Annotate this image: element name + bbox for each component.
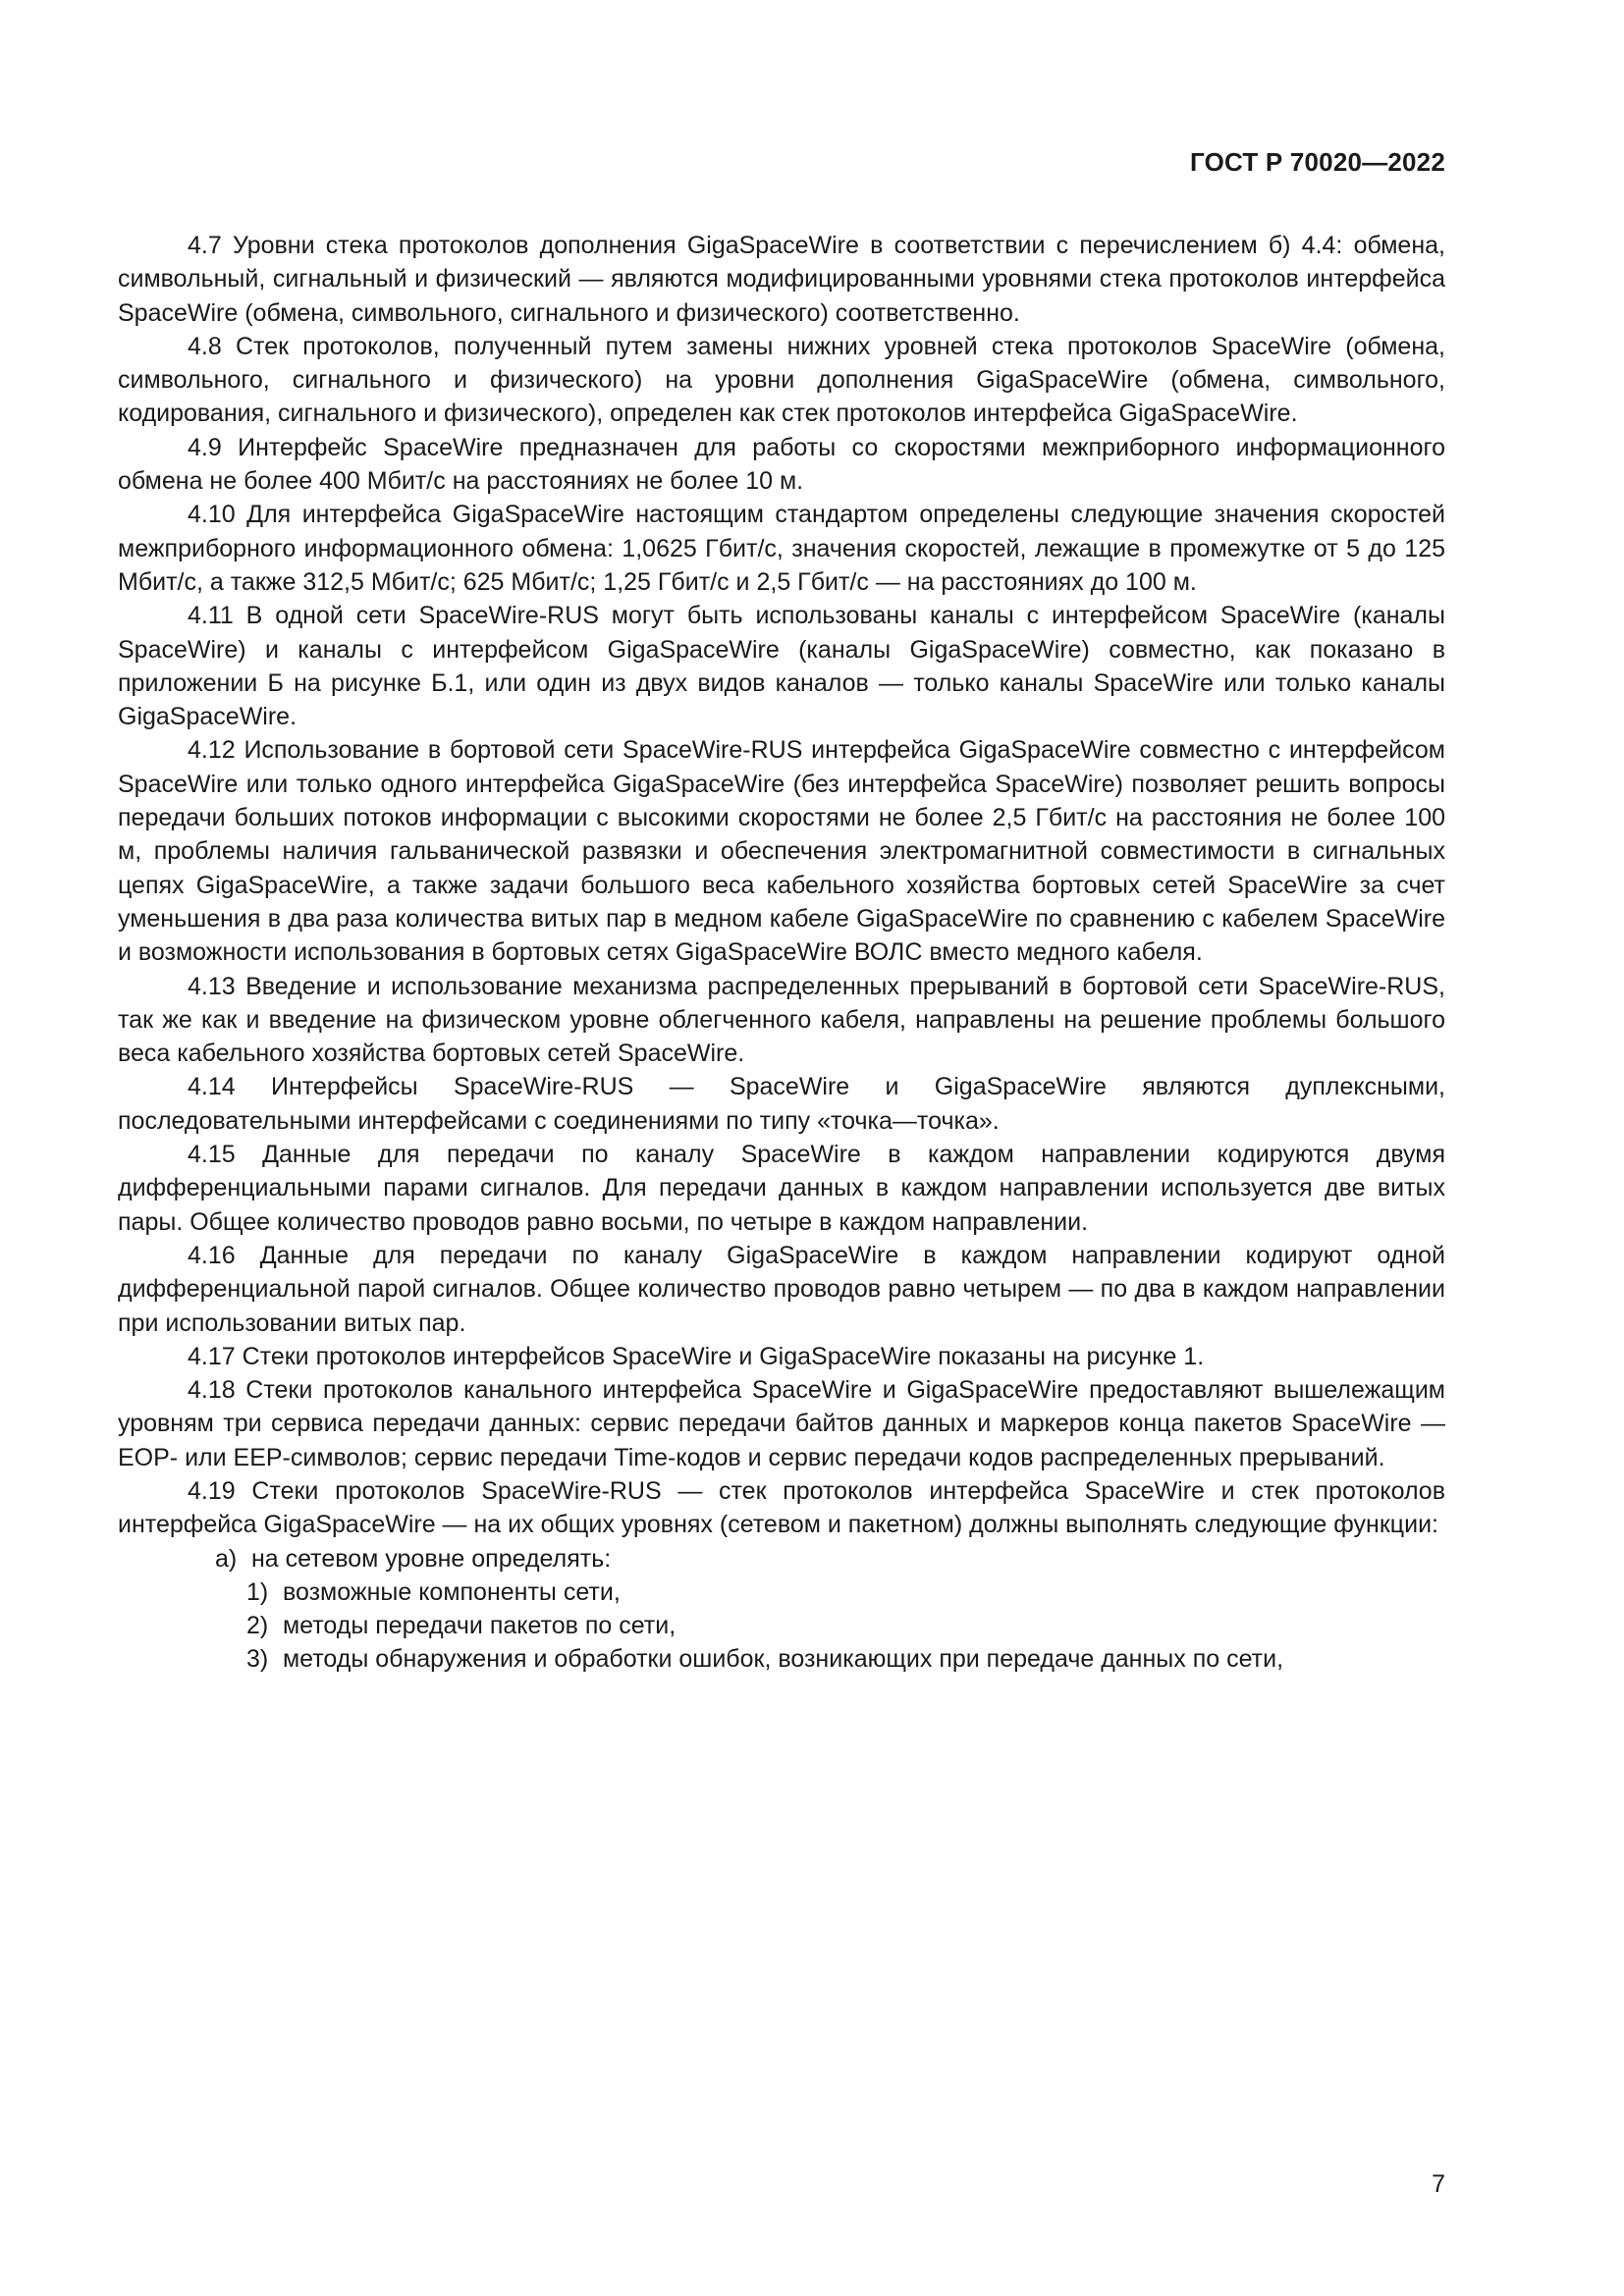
paragraph-4-11: 4.11 В одной сети SpaceWire-RUS могут быть использованы каналы с интерфейсом SpaceWire (каналы SpaceWire) и каналы с интерфейсом GigaSpaceWire (каналы GigaSpaceWire) совместно, как показано в приложении Б на рисунке Б.1, или один из двух видов каналов — только каналы SpaceWire или только каналы GigaSpaceWire.	[118, 602, 1445, 731]
list-marker: а)	[215, 1544, 238, 1573]
paragraph-4-15: 4.15 Данные для передачи по каналу SpaceWire в каждом направлении кодируются двумя дифференциальными парами сигналов. Для передачи данных в каждом направлении используется две витых пары. Общее количество проводов равно восьми, по четыре в каждом направлении.	[118, 1141, 1445, 1236]
paragraph-4-9: 4.9 Интерфейс SpaceWire предназначен для работы со скоростями межприборного информационного обмена не более 400 Мбит/с на расстояниях не более 10 м.	[118, 433, 1445, 496]
list-item-1	[118, 1575, 1445, 1609]
page-number: 7	[1432, 2170, 1445, 2198]
list-marker: 2)	[246, 1612, 269, 1640]
paragraph-4-17: 4.17 Стеки протоколов интерфейсов SpaceWire и GigaSpaceWire показаны на рисунке 1.	[188, 1342, 1205, 1370]
document-body	[118, 229, 1445, 1677]
list-item-text: методы передачи пакетов по сети,	[282, 1612, 677, 1640]
paragraph-4-7: 4.7 Уровни стека протоколов дополнения GigaSpaceWire в соответствии с перечислением б) 4.4: обмена, символьный, сигнальный и физический — являются модифицированными уровнями стека протоколов интерфейса SpaceWire (обмена, символьного, сигнального и физического) соответственно.	[118, 232, 1445, 327]
paragraph-4-19: 4.19 Стеки протоколов SpaceWire-RUS — стек протоколов интерфейса SpaceWire и стек протоколов интерфейса GigaSpaceWire — на их общих уровнях (сетевом и пакетном) должны выполнять следующие функции:	[118, 1476, 1445, 1539]
paragraph-4-14: 4.14 Интерфейсы SpaceWire-RUS — SpaceWire и GigaSpaceWire являются дуплексными, последовательными интерфейсами с соединениями по типу «точка—точка».	[118, 1073, 1445, 1135]
list-item-text: возможные компоненты сети,	[282, 1577, 621, 1606]
list-marker: 1)	[246, 1577, 269, 1606]
paragraph-4-10: 4.10 Для интерфейса GigaSpaceWire настоящим стандартом определены следующие значения скоростей межприборного информационного обмена: 1,0625 Гбит/с, значения скоростей, лежащие в промежутке от 5 до 125 Мбит/с, а также 312,5 Мбит/с; 625 Мбит/с; 1,25 Гбит/с и 2,5 Гбит/с — на расстояниях до 100 м.	[118, 501, 1445, 596]
paragraph-4-16: 4.16 Данные для передачи по каналу GigaSpaceWire в каждом направлении кодируют одной дифференциальной парой сигналов. Общее количество проводов равно четырем — по два в каждом направлении при использовании витых пар.	[118, 1241, 1445, 1337]
list-item-a	[118, 1542, 1445, 1575]
list-item-3	[118, 1642, 1445, 1676]
paragraph-4-12: 4.12 Использование в бортовой сети SpaceWire-RUS интерфейса GigaSpaceWire совместно с интерфейсом SpaceWire или только одного интерфейса GigaSpaceWire (без интерфейса SpaceWire) позволяет решить вопросы передачи больших потоков информации с высокими скоростями не более 2,5 Гбит/с на расстояния не более 100 м, проблемы наличия гальванической развязки и обеспечения электромагнитной совместимости в сигнальных цепях GigaSpaceWire, а также задачи большого веса кабельного хозяйства бортовых сетей SpaceWire за счет уменьшения в два раза количества витых пар в медном кабеле GigaSpaceWire по сравнению с кабелем SpaceWire и возможности использования в бортовых сетях GigaSpaceWire ВОЛС вместо медного кабеля.	[118, 736, 1445, 967]
list-item-text: на сетевом уровне определять:	[250, 1544, 612, 1573]
list-marker: 3)	[246, 1645, 269, 1674]
paragraph-4-18: 4.18 Стеки протоколов канального интерфейса SpaceWire и GigaSpaceWire предоставляют вышележащим уровням три сервиса передачи данных: сервис передачи байтов данных и маркеров конца пакетов SpaceWire — EOP- или EEP-символов; сервис передачи Time-кодов и сервис передачи кодов распределенных прерываний.	[118, 1376, 1445, 1471]
document-id-header: ГОСТ Р 70020—2022	[1190, 147, 1445, 177]
list-item-2	[118, 1609, 1445, 1642]
paragraph-4-8: 4.8 Стек протоколов, полученный путем замены нижних уровней стека протоколов SpaceWire (обмена, символьного, сигнального и физического) на уровни дополнения GigaSpaceWire (обмена, символьного, кодирования, сигнального и физического), определен как стек протоколов интерфейса GigaSpaceWire.	[118, 332, 1445, 428]
paragraph-4-13: 4.13 Введение и использование механизма распределенных прерываний в бортовой сети SpaceWire-RUS, так же как и введение на физическом уровне облегченного кабеля, направлены на решение проблемы большого веса кабельного хозяйства бортовых сетей SpaceWire.	[118, 972, 1445, 1068]
list-item-text: методы обнаружения и обработки ошибок, возникающих при передаче данных по сети,	[282, 1645, 1284, 1674]
